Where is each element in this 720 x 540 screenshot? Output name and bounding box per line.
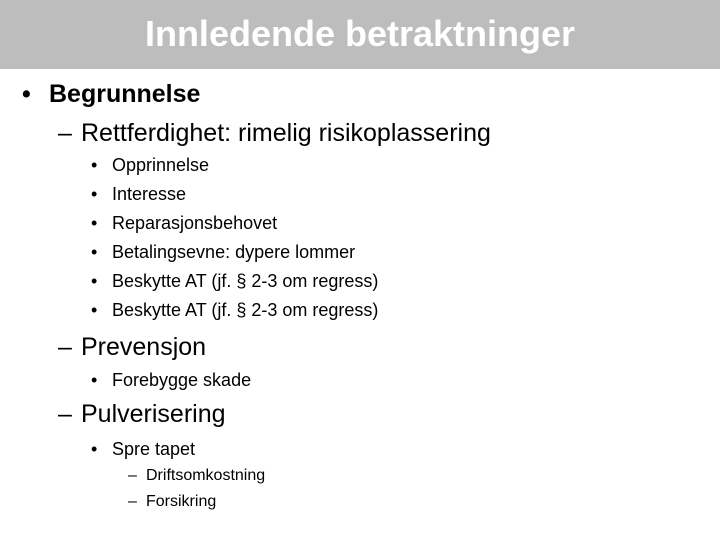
bullet-marker: •	[91, 155, 98, 175]
level4-text: Forsikring	[146, 493, 217, 510]
bullet-marker: •	[91, 271, 98, 291]
subsubitem-text: Betalingsevne: dypere lommer	[112, 242, 356, 262]
bullet-marker: •	[91, 370, 98, 390]
bullet-marker: •	[91, 184, 98, 204]
bullet-marker: •	[91, 213, 98, 233]
subitem-text: Rettferdighet: rimelig risikoplassering	[81, 119, 491, 147]
dash-marker: –	[128, 467, 137, 484]
subsubitem-text: Beskytte AT (jf. § 2-3 om regress)	[112, 300, 379, 320]
subsubitem-text: Beskytte AT (jf. § 2-3 om regress)	[112, 271, 379, 291]
dash-marker: –	[128, 493, 137, 510]
bullet-marker: •	[91, 300, 98, 320]
subsubitem-text: Spre tapet	[112, 439, 196, 459]
subsubitem-text: Reparasjonsbehovet	[112, 213, 278, 233]
subitem-text: Prevensjon	[81, 333, 207, 361]
subitem-text: Pulverisering	[81, 400, 226, 428]
level4-text: Driftsomkostning	[146, 467, 266, 484]
bullet-marker: •	[91, 439, 98, 459]
subsubitem-text: Forebygge skade	[112, 370, 252, 390]
dash-marker: –	[58, 400, 72, 428]
slide-title: Innledende betraktninger	[144, 13, 576, 54]
dash-marker: –	[58, 333, 72, 361]
bullet-marker: •	[22, 80, 31, 108]
bullet-text: Begrunnelse	[49, 80, 201, 108]
subsubitem-text: Opprinnelse	[112, 155, 210, 175]
dash-marker: –	[58, 119, 72, 147]
title-bar	[0, 0, 720, 69]
subsubitem-text: Interesse	[112, 184, 187, 204]
bullet-marker: •	[91, 242, 98, 262]
